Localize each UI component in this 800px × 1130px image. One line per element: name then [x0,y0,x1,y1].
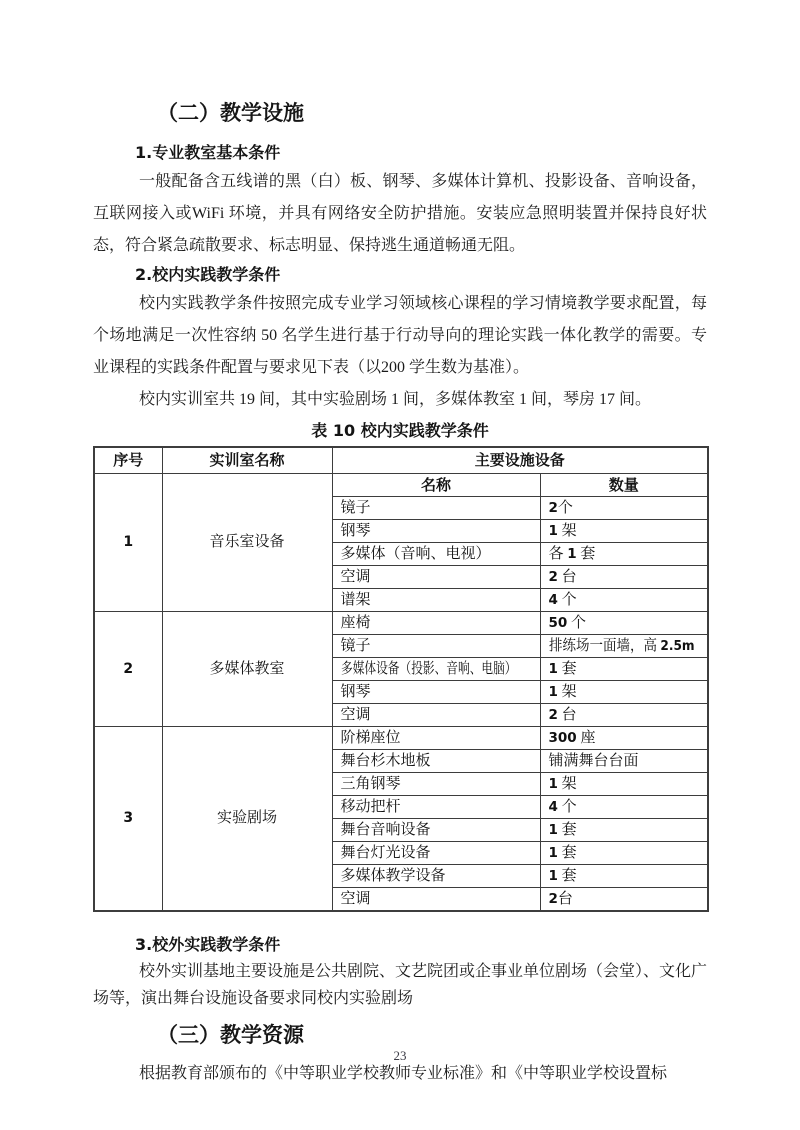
paragraph-teaching-resources: 根据教育部颁布的《中等职业学校教师专业标准》和《中等职业学校设置标 [139,1065,668,1082]
name-subheader-cell: 名称 [332,474,540,497]
item-name-cell: 舞台音响设备 [332,819,540,842]
item-name-cell: 舞台灯光设备 [332,842,540,865]
item-name-cell: 多媒体设备（投影、音响、电脑） [332,658,540,681]
item-qty-cell: 1 套 [540,865,708,888]
facilities-table [93,446,709,912]
subheading-on-campus-practice-conditions: 2.校内实践教学条件 [135,265,281,284]
item-qty-cell: 1 套 [540,658,708,681]
header-main-facilities: 主要设施设备 [332,447,708,474]
table-row [94,612,708,635]
item-name-cell: 移动把杆 [332,796,540,819]
item-qty-cell: 1 套 [540,842,708,865]
item-qty-cell: 4 个 [540,796,708,819]
item-qty-cell: 2 台 [540,704,708,727]
header-room-name: 实训室名称 [162,447,332,474]
item-name-cell: 三角钢琴 [332,773,540,796]
item-name-cell: 钢琴 [332,681,540,704]
header-seq: 序号 [94,447,162,474]
item-name-cell: 多媒体教学设备 [332,865,540,888]
room-cell: 多媒体教室 [162,612,332,727]
qty-subheader-cell: 数量 [540,474,708,497]
item-qty-cell: 4 个 [540,589,708,612]
table-title: 表 10 校内实践教学条件 [311,421,489,440]
seq-cell: 2 [94,612,162,727]
item-qty-cell: 1 架 [540,520,708,543]
item-name-cell: 谱架 [332,589,540,612]
item-qty-cell: 2台 [540,888,708,912]
item-qty-cell: 1 套 [540,819,708,842]
item-qty-cell: 2个 [540,497,708,520]
seq-cell: 1 [94,474,162,612]
item-qty-cell: 1 架 [540,773,708,796]
item-qty-cell: 各 1 套 [540,543,708,566]
item-qty-cell: 2 台 [540,566,708,589]
section-heading-teaching-resources: （三）教学资源 [157,1023,304,1047]
page-number: 23 [393,1048,407,1063]
item-qty-cell: 50 个 [540,612,708,635]
section-heading-teaching-facilities: （二）教学设施 [157,101,304,125]
item-name-cell: 阶梯座位 [332,727,540,750]
item-name-cell: 空调 [332,888,540,912]
facilities-table-body [94,474,708,912]
item-name-cell: 钢琴 [332,520,540,543]
paragraph-practice-conditions: 校内实践教学条件按照完成专业学习领域核心课程的学习情境教学要求配置，每个场地满足一次性容纳 50 名学生进行基于行动导向的理论实践一体化教学的需要。专业课程的实践条件配置与要求见下表（以200 学生数为基准）。 [93,295,707,376]
item-name-cell: 多媒体（音响、电视） [332,543,540,566]
item-qty-cell: 1 架 [540,681,708,704]
table-row [94,474,708,497]
room-cell: 实验剧场 [162,727,332,912]
item-name-cell: 空调 [332,704,540,727]
item-name-cell: 空调 [332,566,540,589]
item-qty-cell: 排练场一面墙，高 2.5m [540,635,708,658]
paragraph-off-campus-bases: 校外实训基地主要设施是公共剧院、文艺院团或企事业单位剧场（会堂）、文化广场等，演出舞台设施设备要求同校内实验剧场 [93,963,708,1007]
subheading-off-campus-practice-conditions: 3.校外实践教学条件 [135,935,281,954]
seq-cell: 3 [94,727,162,912]
item-name-cell: 镜子 [332,497,540,520]
item-name-cell: 座椅 [332,612,540,635]
item-name-cell: 镜子 [332,635,540,658]
subheading-classroom-basic-conditions: 1.专业教室基本条件 [135,143,281,162]
room-cell: 音乐室设备 [162,474,332,612]
table-header-row [94,447,708,474]
item-qty-cell: 铺满舞台台面 [540,750,708,773]
table-row [94,727,708,750]
item-qty-cell: 300 座 [540,727,708,750]
paragraph-classroom-conditions: 一般配备含五线谱的黑（白）板、钢琴、多媒体计算机、投影设备、音响设备，互联网接入或WiFi 环境，并具有网络安全防护措施。安装应急照明装置并保持良好状态，符合紧急疏散要求、标志明显、保持逃生通道畅通无阻。 [93,173,707,254]
paragraph-training-room-counts: 校内实训室共 19 间，其中实验剧场 1 间，多媒体教室 1 间，琴房 17 间。 [139,391,652,408]
item-name-cell: 舞台杉木地板 [332,750,540,773]
